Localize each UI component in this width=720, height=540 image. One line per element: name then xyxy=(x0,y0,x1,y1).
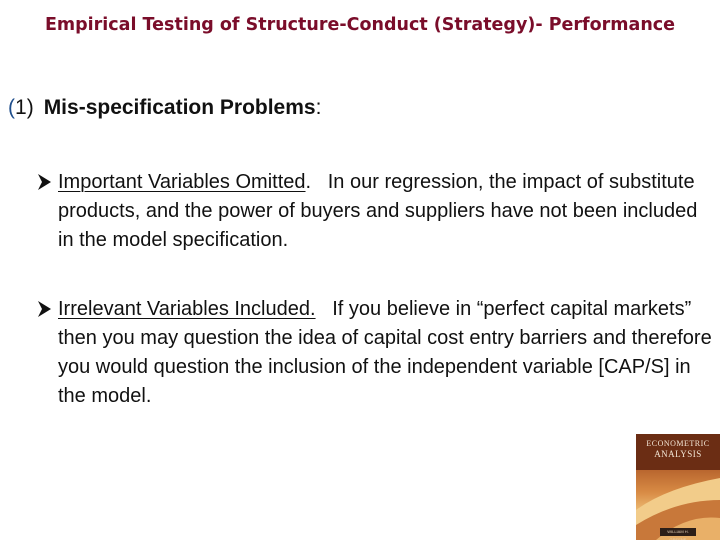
section-close-paren: ) xyxy=(26,96,34,119)
book-author: WILLIAM H. GREENE xyxy=(660,528,696,536)
book-title-line2: ANALYSIS xyxy=(654,449,702,459)
bullet-lead: Irrelevant Variables Included. xyxy=(58,298,316,320)
arrow-bullet-icon xyxy=(36,299,54,319)
bullet-lead-tail: . xyxy=(305,171,312,193)
book-title-line1: ECONOMETRIC xyxy=(646,439,710,448)
bullet-irrelevant-variables-included xyxy=(36,295,716,411)
section-heading xyxy=(8,96,321,120)
section-heading-text: Mis-specification Problems xyxy=(43,96,316,119)
bullet-text: In our regression, the impact of substitute products, and the power of buyers and suppliers have not been included in the model specification. xyxy=(58,171,703,251)
slide-title: Empirical Testing of Structure-Conduct (Strategy)- Performance xyxy=(44,15,676,35)
section-open-paren: ( xyxy=(8,96,15,119)
arrow-bullet-icon xyxy=(36,172,54,192)
book-cover-image xyxy=(636,434,720,540)
bullet-important-variables-omitted xyxy=(36,168,716,255)
section-number: 1 xyxy=(15,96,27,119)
bullet-text: If you believe in “perfect capital markets” then you may question the idea of capital cost entry barriers and therefore you would question the inclusion of the independent variable [CAP/S] in the model. xyxy=(58,298,718,407)
section-heading-colon: : xyxy=(315,96,322,119)
bullet-lead: Important Variables Omitted xyxy=(58,171,306,193)
